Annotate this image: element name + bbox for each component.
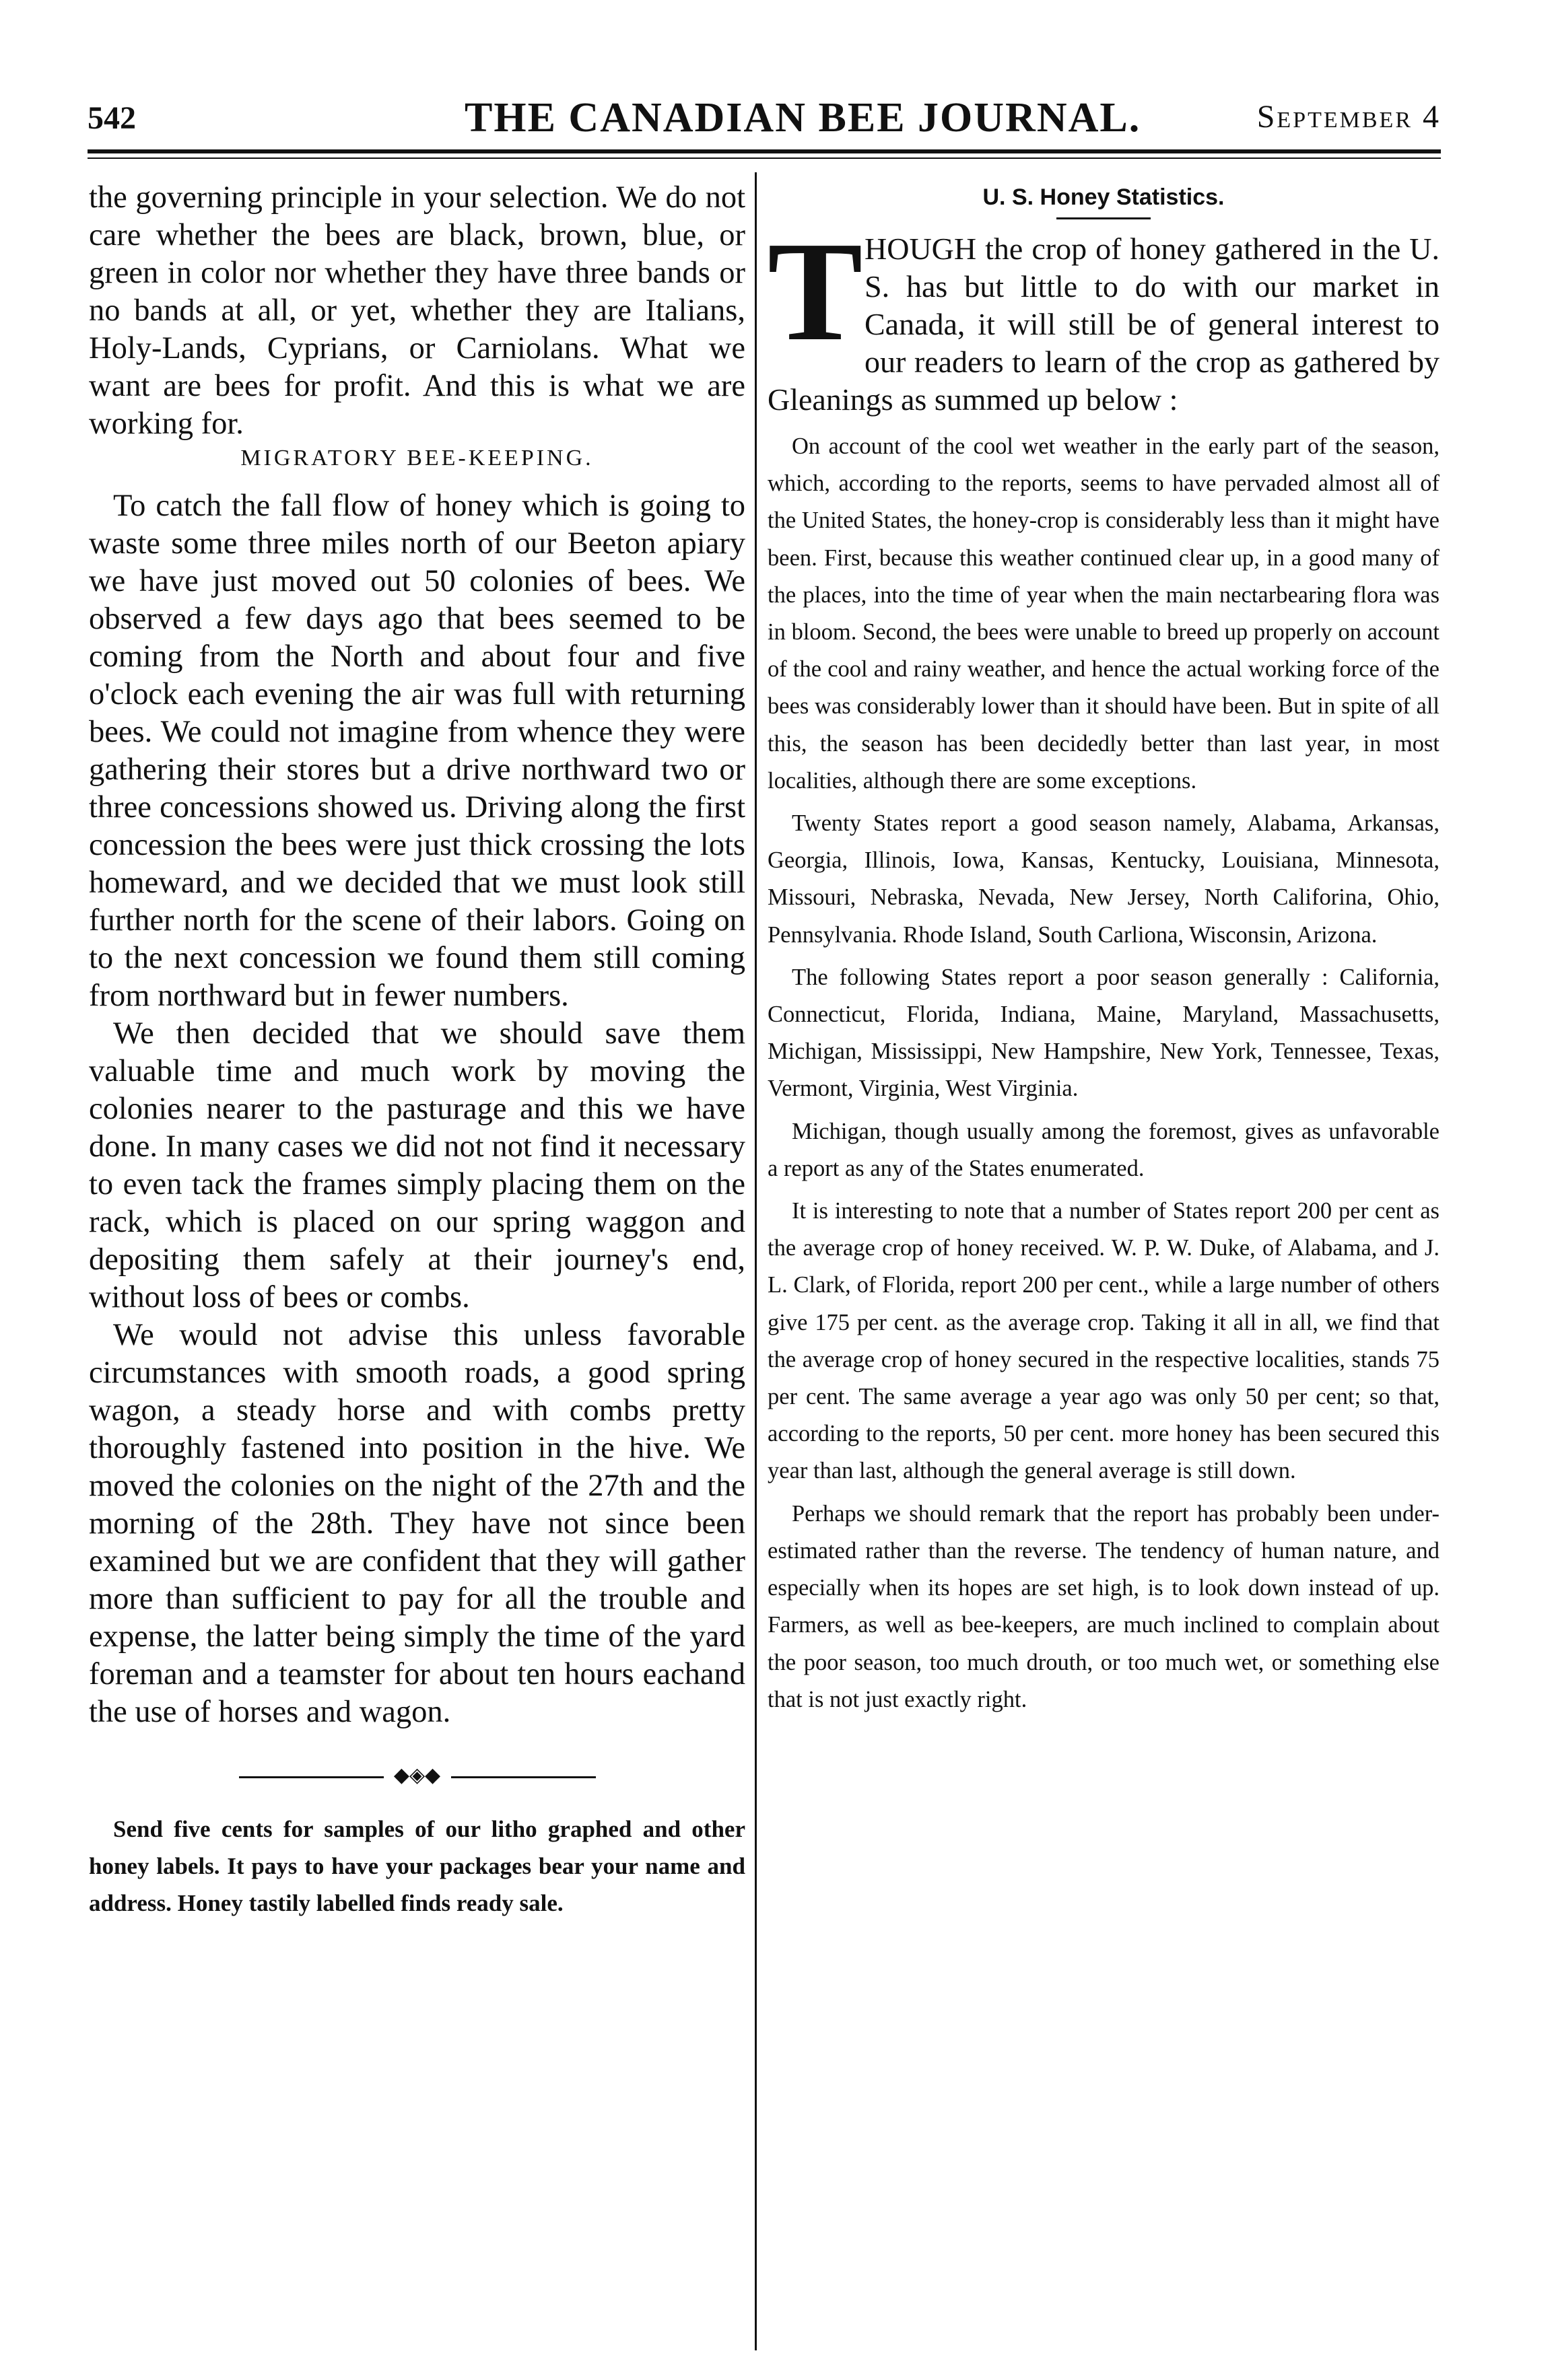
- advertisement-honey-labels: Send five cents for samples of our litho graphed and other honey labels. It pays to have your packages bear your name and address. Honey tastily labelled finds ready sale.: [89, 1816, 745, 1916]
- paragraph-selection-principle: the governing principle in your selection. We do not care whether the bees are black, brown, blue, or green in color nor whether they have three bands or no bands at all, or yet, whether they are Italians, Holy-Lands, Cyprians, or Carniolans. What we want are bees for profit. And this is what we are working for.: [89, 180, 745, 441]
- paragraph-moving-colonies: We then decided that we should save them valuable time and much work by moving the colonies nearer to the pasturage and this we have done. In many cases we did not not find it necessary to even tack the frames simply placing them on the rack, which is placed on our spring waggon and depositing them safely at their journey's end, without loss of bees or combs.: [89, 1016, 745, 1315]
- paragraph-under-estimated: Perhaps we should remark that the report has probably been under-estimated rather than the reverse. The tendency of human nature, and especially when its hopes are set high, is to look down instead of up. Farmers, as well as bee-keepers, are much inclined to complain about the poor season, too much drouth, or too much wet, or something else that is not just exactly right.: [768, 1500, 1440, 1712]
- issue-date: September 4: [1256, 99, 1441, 135]
- header-rule-thin: [88, 158, 1441, 159]
- left-column: [89, 179, 745, 1922]
- section-title-us-honey-statistics: U. S. Honey Statistics.: [982, 184, 1225, 210]
- paragraph-intro: HOUGH the crop of honey gathered in the U. S. has but little to do with our market in Canada, it will still be of general interest to our readers to learn of the crop as gathered by Gleanings as summed up below :: [768, 232, 1440, 417]
- paragraph-weather: On account of the cool wet weather in the early part of the season, which, according to the reports, seems to have pervaded almost all of the United States, the honey-crop is considerably less than it might have been. First, because this weather continued clear up, in a good many of the places, into the time of year when the main nectarbearing flora was in bloom. Second, the bees were unable to breed up properly on account of the cool and rainy weather, and hence the actual working force of the bees was considerably lower than it should have been. But in spite of all this, the season has been decidedly better than last year, in most localities, although there are some exceptions.: [768, 433, 1440, 794]
- ornament-icon: ◆◈◆: [384, 1763, 451, 1787]
- paragraph-average-crop: It is interesting to note that a number of States report 200 per cent as the average crop of honey received. W. P. W. Duke, of Alabama, and J. L. Clark, of Florida, report 200 per cent., while a large number of others give 175 per cent. as the average crop. Taking it all in all, we find that the average crop of honey secured in the respective localities, stands 75 per cent. The same average a year ago was only 50 per cent; so that, according to the reports, 50 per cent. more honey has been secured this year than last, although the general average is still down.: [768, 1198, 1440, 1484]
- paragraph-michigan: Michigan, though usually among the foremost, gives as unfavorable a report as any of the States enumerated.: [768, 1118, 1440, 1181]
- paragraph-advice: We would not advise this unless favorable circumstances with smooth roads, a good spring wagon, a steady horse and with combs pretty thoroughly fastened into position in the hive. We moved the colonies on the night of the 27th and the morning of the 28th. They have not since been examined but we are confident that they will gather more than sufficient to pay for all the trouble and expense, the latter being simply the time of the yard foreman and a teamster for about ten hours eachand the use of horses and wagon.: [89, 1318, 745, 1729]
- section-title-rule: [1056, 217, 1151, 219]
- paragraph-poor-season-states: The following States report a poor season generally : California, Connecticut, Florida, Indiana, Maine, Maryland, Massachusetts, Michigan, Mississippi, New Hampshire, New York, Tennessee, Texas, Vermont, Virginia, West Virginia.: [768, 964, 1440, 1102]
- journal-title: THE CANADIAN BEE JOURNAL.: [465, 95, 1141, 141]
- header-rule: [88, 149, 1441, 153]
- drop-cap: [768, 212, 863, 370]
- paragraph-good-season-states: Twenty States report a good season namely, Alabama, Arkansas, Georgia, Illinois, Iowa, Kansas, Kentucky, Louisiana, Minnesota, Missouri, Nebraska, Nevada, New Jersey, North Califorina, Ohio, Pennsylvania. Rhode Island, South Carliona, Wisconsin, Arizona.: [768, 810, 1440, 948]
- drop-cap-letter: T: [768, 212, 863, 370]
- column-divider: [755, 172, 757, 2350]
- subheading-migratory-bee-keeping: MIGRATORY BEE-KEEPING.: [240, 446, 594, 470]
- right-column: [768, 179, 1440, 1724]
- paragraph-fall-flow: To catch the fall flow of honey which is going to waste some three miles north of our Beeton apiary we have just moved out 50 colonies of bees. We observed a few days ago that bees seemed to be coming from the North and about four and five o'clock each evening the air was full with returning bees. We could not imagine from whence they were gathering their stores but a drive northward two or three concessions showed us. Driving along the first concession the bees were just thick crossing the lots homeward, and we decided that we must look still further north for the scene of their labors. Going on to the next concession we found them still coming from northward but in fewer numbers.: [89, 489, 745, 1013]
- ornament-divider: [239, 1764, 596, 1786]
- page-header: [88, 95, 1441, 147]
- page-number: 542: [88, 100, 136, 136]
